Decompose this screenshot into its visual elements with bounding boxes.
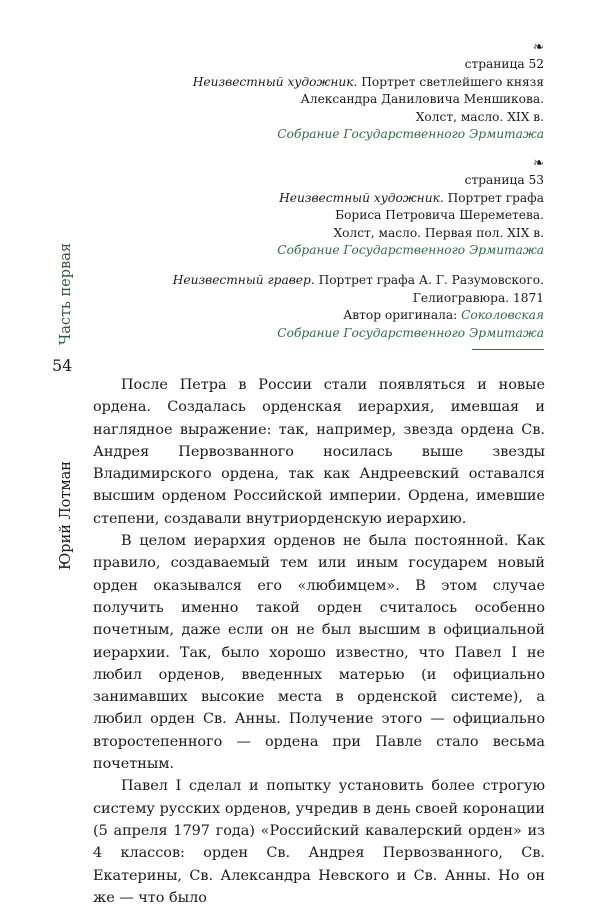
caption-artist: Неизвестный гравер. <box>172 272 315 287</box>
part-title: Часть первая <box>58 243 74 345</box>
fleuron-icon: ❧ <box>533 155 544 171</box>
paragraph: Павел I сделал и попытку установить более строгую систему русских орденов, учредив в день своей коронации (5 апреля 1797 года) «Российский кавалерский орден» из 4 классов: орден Св. Андрея Первозванного, Св. Екатерины, Св. Александра Невского и Св. Анны. Но он же — что было <box>93 778 545 906</box>
caption-block <box>124 40 544 144</box>
caption-artist: Неизвестный художник. <box>192 74 358 89</box>
caption-collection: Собрание Государственного Эрмитажа <box>277 243 544 258</box>
caption-divider <box>472 349 544 350</box>
caption-page-ref: страница 53 <box>464 172 544 187</box>
paragraph: В целом иерархия орденов не была постоянной. Как правило, создаваемый тем или иным государем новый орден оказывался его «любимцем». В этом случае получить именно такой орден считалось особенно почетным, даже если он не был высшим в официальной иерархии. Так, было хорошо известно, что Павел I не любил орденов, введенных матерью (и официально занимавших высокие места в орденской системе), а любил орден Св. Анны. Получение этого — официально второстепенного — ордена при Павле стало весьма почетным. <box>93 533 545 773</box>
caption-block <box>124 272 544 342</box>
caption-original-label: Автор оригинала: <box>343 308 458 323</box>
caption-medium: Гелиогравюра. 1871 <box>412 290 544 305</box>
page-number: 54 <box>52 356 73 375</box>
body-text <box>93 374 545 909</box>
caption-line <box>124 74 544 92</box>
caption-collection: Собрание Государственного Эрмитажа <box>277 127 544 142</box>
caption-line <box>124 272 544 290</box>
caption-page-ref: страница 52 <box>464 57 544 71</box>
caption-artist: Неизвестный художник. <box>279 190 444 205</box>
caption-line <box>124 190 544 208</box>
caption-block <box>124 156 544 260</box>
caption-title-line2: Александра Даниловича Меншикова. <box>300 92 544 107</box>
caption-medium: Холст, масло. Первая пол. XIX в. <box>333 225 544 240</box>
caption-collection: Собрание Государственного Эрмитажа <box>277 325 544 340</box>
sidebar <box>14 0 74 750</box>
caption-original-author: Соколовская <box>461 308 544 323</box>
author-name: Юрий Лотман <box>58 461 74 570</box>
caption-title: Портрет светлейшего князя <box>361 74 544 89</box>
fleuron-icon: ❧ <box>533 40 544 55</box>
caption-title: Портрет графа <box>447 190 544 205</box>
caption-medium: Холст, масло. XIX в. <box>415 109 544 124</box>
paragraph: После Петра в России стали появляться и новые ордена. Создалась орденская иерархия, имевшая и наглядное выражение: так, например, звезда ордена Св. Андрея Первозванного носилась выше звезды Владимирского ордена, так как Андреевский оставался высшим орденом Российской империи. Ордена, имевшие степени, создавали внутриорденскую иерархию. <box>93 377 545 527</box>
caption-original-line <box>124 307 544 325</box>
caption-title: Портрет графа А. Г. Разумовского. <box>318 272 544 287</box>
caption-title-line2: Бориса Петровича Шереметева. <box>335 208 544 223</box>
illustration-captions <box>124 40 544 354</box>
